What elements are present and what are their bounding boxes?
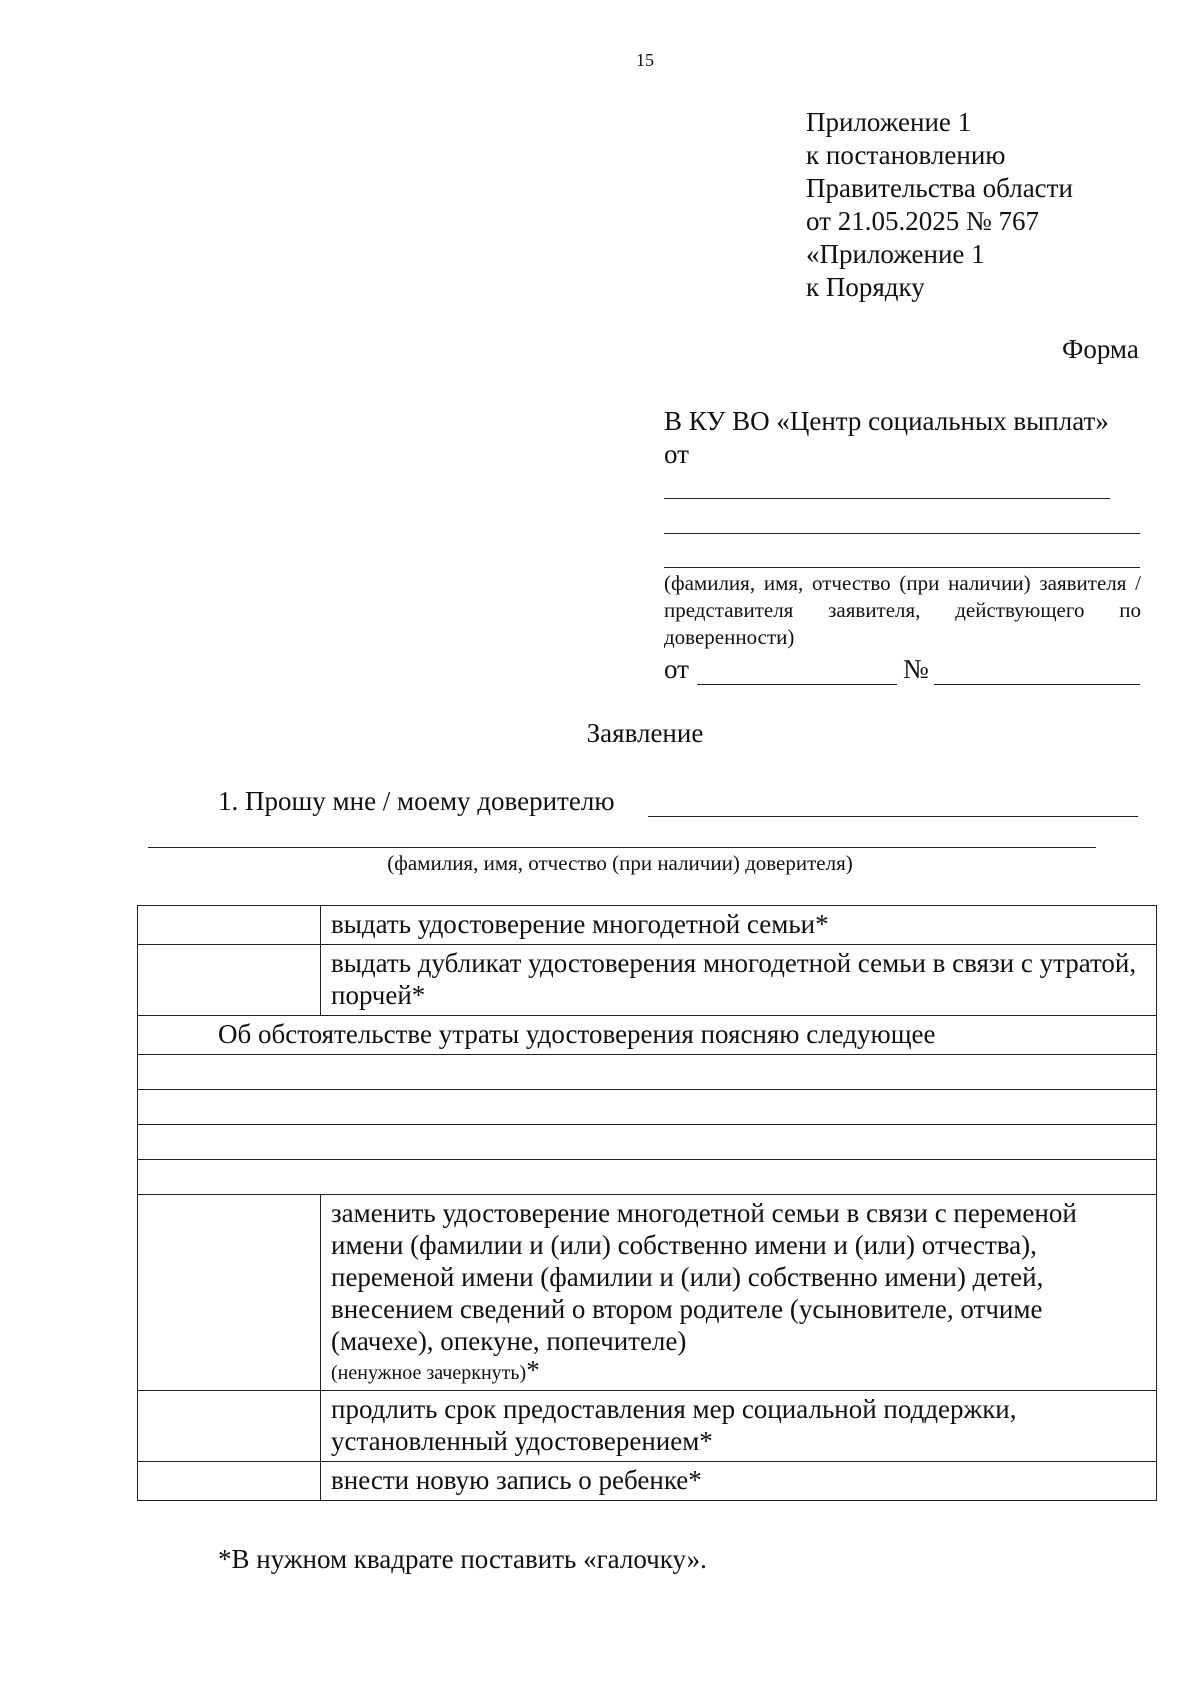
appendix-line: к постановлению [806,140,1006,170]
applicant-name-line-2[interactable] [664,533,1140,534]
principal-name-line-1[interactable] [648,816,1138,817]
applicant-name-line-1[interactable] [664,498,1110,499]
table-row [138,1195,1157,1391]
option-extend-support: продлить срок предоставления мер социальной поддержки, установленный удостоверением* [321,1391,1157,1462]
page-number: 15 [636,50,654,70]
table-row [138,1125,1157,1160]
replace-note-mark: * [526,1355,540,1385]
loss-explanation-line-4[interactable] [138,1160,1157,1195]
appendix-line: Правительства области [806,173,1073,203]
recipient-from: от [664,439,689,469]
table-row [138,1055,1157,1090]
checkbox-extend-support[interactable] [138,1391,321,1462]
principal-name-line-2[interactable] [148,847,1096,848]
table-row [138,1160,1157,1195]
table-row [138,1090,1157,1125]
option-add-child: внести новую запись о ребенке* [321,1462,1157,1501]
checkbox-issue-duplicate[interactable] [138,945,321,1016]
recipient-block [664,405,1109,471]
options-table [137,905,1157,1501]
appendix-line: от 21.05.2025 № 767 [806,206,1039,236]
appendix-line: «Приложение 1 [806,239,985,269]
date-line[interactable] [697,684,897,685]
loss-explanation-line-2[interactable] [138,1090,1157,1125]
document-title: Заявление [586,718,704,748]
loss-explanation-label: Об обстоятельстве утраты удостоверения поясняю следующее [138,1016,1157,1055]
appendix-line: к Порядку [806,272,925,302]
table-row [138,1391,1157,1462]
principal-caption: (фамилия, имя, отчество (при наличии) доверителя) [387,851,853,875]
checkbox-replace-certificate[interactable] [138,1195,321,1391]
option-issue-certificate: выдать удостоверение многодетной семьи* [321,906,1157,945]
form-label: Форма [1062,334,1139,364]
request-text: 1. Прошу мне / моему доверителю [218,786,615,816]
checkbox-issue-certificate[interactable] [138,906,321,945]
option-replace-note [331,1357,1148,1386]
option-replace-certificate [321,1195,1157,1391]
footnote: *В нужном квадрате поставить «галочку». [218,1544,707,1574]
recipient-to: В КУ ВО «Центр социальных выплат» [664,406,1109,436]
replace-note-text: (ненужное зачеркнуть) [331,1362,527,1384]
number-sign: № [903,654,929,684]
table-row [138,1016,1157,1055]
table-row [138,945,1157,1016]
option-issue-duplicate: выдать дубликат удостоверения многодетной семьи в связи с утратой, порчей* [321,945,1157,1016]
table-row [138,906,1157,945]
appendix-line: Приложение 1 [806,107,972,137]
checkbox-add-child[interactable] [138,1462,321,1501]
loss-explanation-line-1[interactable] [138,1055,1157,1090]
date-prefix: от [664,654,689,684]
table-row [138,1462,1157,1501]
applicant-caption: (фамилия, имя, отчество (при наличии) заявителя / представителя заявителя, действующего по доверенности) [664,571,1141,649]
option-replace-certificate-text: заменить удостоверение многодетной семьи в связи с переменой имени (фамилии и (или) собственно имени и (или) отчества), переменой имени (фамилии и (или) собственно имени) детей, внесением сведений о втором родителе (усыновителе, отчиме (мачехе), опекуне, попечителе) [331,1198,1077,1356]
appendix-header [806,106,1073,304]
applicant-name-line-3[interactable] [664,567,1140,568]
number-line[interactable] [934,684,1140,685]
loss-explanation-line-3[interactable] [138,1125,1157,1160]
